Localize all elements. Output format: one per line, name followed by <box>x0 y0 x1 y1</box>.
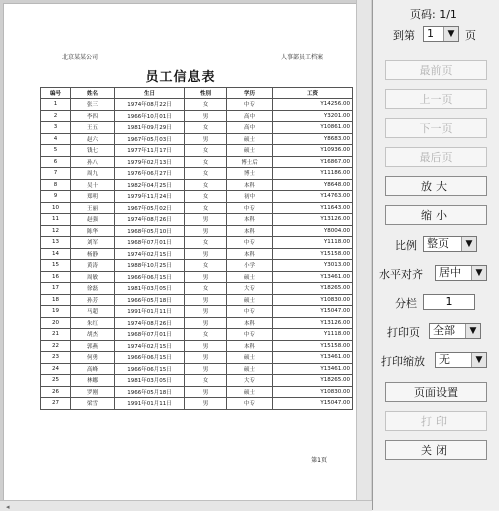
table-row <box>41 225 353 237</box>
table-cell: Y10830.00 <box>273 386 353 398</box>
table-cell: 男 <box>185 110 227 122</box>
table-cell: 1976年06月27日 <box>115 168 185 180</box>
next-page-button[interactable]: 下一页 <box>385 118 487 138</box>
table-cell: 男 <box>185 271 227 283</box>
table-cell: 本科 <box>227 214 273 226</box>
table-row <box>41 110 353 122</box>
table-cell: 27 <box>41 398 71 410</box>
goto-suffix: 页 <box>465 29 476 42</box>
table-cell: Y11186.00 <box>273 168 353 180</box>
table-cell: 张三 <box>71 99 115 111</box>
table-cell: Y15047.00 <box>273 306 353 318</box>
table-row <box>41 294 353 306</box>
table-cell: 黄涛 <box>71 260 115 272</box>
table-row <box>41 271 353 283</box>
table-row <box>41 317 353 329</box>
page-counter: 页码: 1/1 <box>410 8 457 21</box>
table-cell: 1974年08月26日 <box>115 214 185 226</box>
table-cell: 硕士 <box>227 294 273 306</box>
table-cell: Y3201.00 <box>273 110 353 122</box>
vertical-scrollbar[interactable] <box>356 0 371 500</box>
table-cell: 1966年06月15日 <box>115 271 185 283</box>
table-cell: 何勇 <box>71 352 115 364</box>
table-cell: 本科 <box>227 179 273 191</box>
table-cell: 13 <box>41 237 71 249</box>
table-cell: 高峰 <box>71 363 115 375</box>
table-row <box>41 340 353 352</box>
table-cell: 1981年03月05日 <box>115 375 185 387</box>
columns-label: 分栏 <box>395 297 417 310</box>
table-cell: 中专 <box>227 202 273 214</box>
table-cell: 赵六 <box>71 133 115 145</box>
table-cell: Y10830.00 <box>273 294 353 306</box>
table-row <box>41 386 353 398</box>
table-cell: 9 <box>41 191 71 203</box>
table-cell: 5 <box>41 145 71 157</box>
table-cell: 郑明 <box>71 191 115 203</box>
table-cell: 徐磊 <box>71 283 115 295</box>
table-cell: 女 <box>185 99 227 111</box>
table-cell: 赵强 <box>71 214 115 226</box>
table-cell: 男 <box>185 363 227 375</box>
table-cell: 硕士 <box>227 145 273 157</box>
table-cell: 1974年08月22日 <box>115 99 185 111</box>
department-name: 人事部员工档案 <box>280 54 323 61</box>
table-cell: Y10936.00 <box>273 145 353 157</box>
table-cell: Y10861.00 <box>273 122 353 134</box>
table-cell: 17 <box>41 283 71 295</box>
zoom-out-button[interactable]: 缩小 <box>385 205 487 225</box>
table-cell: 杨静 <box>71 248 115 260</box>
table-cell: Y13126.00 <box>273 214 353 226</box>
table-cell: 初中 <box>227 191 273 203</box>
table-cell: 男 <box>185 352 227 364</box>
table-row <box>41 145 353 157</box>
table-cell: 10 <box>41 202 71 214</box>
table-cell: 24 <box>41 363 71 375</box>
table-cell: Y13461.00 <box>273 352 353 364</box>
goto-page-select[interactable]: 1 ▼ <box>423 26 459 42</box>
column-header: 编号 <box>41 88 71 99</box>
table-row <box>41 398 353 410</box>
table-cell: 1988年10月25日 <box>115 260 185 272</box>
table-cell: 朱红 <box>71 317 115 329</box>
scroll-left-icon[interactable]: ◂ <box>6 503 10 511</box>
table-cell: 本科 <box>227 248 273 260</box>
table-row <box>41 99 353 111</box>
table-cell: 周敏 <box>71 271 115 283</box>
table-cell: 本科 <box>227 340 273 352</box>
control-panel <box>372 0 499 510</box>
table-row <box>41 202 353 214</box>
columns-input[interactable]: 1 <box>423 294 475 310</box>
table-cell: 刘军 <box>71 237 115 249</box>
table-row <box>41 248 353 260</box>
table-cell: 大专 <box>227 283 273 295</box>
table-cell: 14 <box>41 248 71 260</box>
table-cell: 1967年05月02日 <box>115 202 185 214</box>
table-cell: 女 <box>185 191 227 203</box>
halign-select[interactable]: 居中 ▼ <box>435 265 487 281</box>
table-row <box>41 237 353 249</box>
table-cell: 硕士 <box>227 352 273 364</box>
table-cell: 3 <box>41 122 71 134</box>
table-cell: 1966年10月01日 <box>115 110 185 122</box>
page-title: 员工信息表 <box>145 70 216 85</box>
table-cell: 女 <box>185 145 227 157</box>
table-cell: Y15047.00 <box>273 398 353 410</box>
table-cell: Y8683.00 <box>273 133 353 145</box>
table-cell: 男 <box>185 398 227 410</box>
table-row <box>41 329 353 341</box>
table-cell: Y15158.00 <box>273 340 353 352</box>
table-cell: Y18265.00 <box>273 283 353 295</box>
table-cell: 马超 <box>71 306 115 318</box>
table-cell: Y16867.00 <box>273 156 353 168</box>
table-cell: 1979年11月24日 <box>115 191 185 203</box>
table-cell: 男 <box>185 340 227 352</box>
table-cell: 王五 <box>71 122 115 134</box>
horizontal-scrollbar[interactable] <box>0 500 372 511</box>
table-cell: 大专 <box>227 375 273 387</box>
table-cell: 男 <box>185 214 227 226</box>
ratio-select[interactable]: 整页 ▼ <box>423 236 477 252</box>
table-cell: 男 <box>185 294 227 306</box>
table-cell: 22 <box>41 340 71 352</box>
table-cell: 中专 <box>227 329 273 341</box>
table-row <box>41 363 353 375</box>
table-row <box>41 306 353 318</box>
table-cell: 女 <box>185 202 227 214</box>
table-cell: 1966年05月18日 <box>115 386 185 398</box>
table-cell: 1981年03月05日 <box>115 283 185 295</box>
goto-label: 到第 <box>393 29 415 42</box>
print-scale-select[interactable]: 无 ▼ <box>435 352 487 368</box>
table-cell: Y3013.00 <box>273 260 353 272</box>
table-cell: 林娜 <box>71 375 115 387</box>
table-cell: 钱七 <box>71 145 115 157</box>
zoom-in-button[interactable]: 放大 <box>385 176 487 196</box>
table-cell: 郭燕 <box>71 340 115 352</box>
table-cell: 周九 <box>71 168 115 180</box>
table-cell: 1977年11月17日 <box>115 145 185 157</box>
company-name: 北京某某公司 <box>62 54 99 61</box>
table-cell: Y18265.00 <box>273 375 353 387</box>
table-cell: 女 <box>185 375 227 387</box>
ratio-label: 比例 <box>395 239 417 252</box>
table-cell: Y11643.00 <box>273 202 353 214</box>
table-cell: 男 <box>185 133 227 145</box>
table-cell: 男 <box>185 386 227 398</box>
page-setup-button[interactable]: 页面设置 <box>385 382 487 402</box>
table-cell: 孙八 <box>71 156 115 168</box>
table-cell: 陈华 <box>71 225 115 237</box>
table-cell: 1979年02月13日 <box>115 156 185 168</box>
table-cell: Y14763.00 <box>273 191 353 203</box>
table-cell: 16 <box>41 271 71 283</box>
table-row <box>41 375 353 387</box>
table-row <box>41 191 353 203</box>
table-cell: 1991年01月11日 <box>115 306 185 318</box>
table-cell: 中专 <box>227 398 273 410</box>
table-cell: 1991年01月11日 <box>115 398 185 410</box>
table-cell: 1 <box>41 99 71 111</box>
table-cell: Y13126.00 <box>273 317 353 329</box>
table-row <box>41 156 353 168</box>
table-cell: 1974年02月15日 <box>115 340 185 352</box>
table-cell: 硕士 <box>227 386 273 398</box>
table-cell: 女 <box>185 156 227 168</box>
table-cell: Y15158.00 <box>273 248 353 260</box>
table-cell: Y8648.00 <box>273 179 353 191</box>
table-cell: 中专 <box>227 99 273 111</box>
table-cell: 11 <box>41 214 71 226</box>
halign-label: 水平对齐 <box>379 268 423 281</box>
table-cell: 硕士 <box>227 133 273 145</box>
table-cell: 高中 <box>227 110 273 122</box>
table-cell: 8 <box>41 179 71 191</box>
table-cell: 博士后 <box>227 156 273 168</box>
paper-page <box>3 3 358 501</box>
table-cell: 罗刚 <box>71 386 115 398</box>
table-cell: 1966年06月15日 <box>115 363 185 375</box>
print-pages-label: 打印页 <box>387 326 420 339</box>
table-cell: 本科 <box>227 225 273 237</box>
chevron-down-icon[interactable]: ▼ <box>471 266 486 280</box>
chevron-down-icon[interactable]: ▼ <box>465 324 480 338</box>
table-cell: 中专 <box>227 306 273 318</box>
table-cell: 男 <box>185 248 227 260</box>
table-cell: Y14256.00 <box>273 99 353 111</box>
table-cell: 女 <box>185 179 227 191</box>
table-row <box>41 352 353 364</box>
table-cell: 高中 <box>227 122 273 134</box>
table-cell: 男 <box>185 317 227 329</box>
print-scale-label: 打印缩放 <box>381 355 425 368</box>
table-row <box>41 168 353 180</box>
employee-table <box>40 87 353 410</box>
table-cell: 1966年06月15日 <box>115 352 185 364</box>
table-cell: 女 <box>185 122 227 134</box>
column-header: 学历 <box>227 88 273 99</box>
table-cell: Y13461.00 <box>273 363 353 375</box>
table-cell: 1982年04月25日 <box>115 179 185 191</box>
chevron-down-icon[interactable]: ▼ <box>471 353 486 367</box>
page-footer: 第1页 <box>311 457 327 464</box>
table-cell: 23 <box>41 352 71 364</box>
table-row <box>41 283 353 295</box>
column-header: 姓名 <box>71 88 115 99</box>
table-cell: 王丽 <box>71 202 115 214</box>
table-cell: 1968年07月01日 <box>115 237 185 249</box>
table-row <box>41 260 353 272</box>
last-page-button[interactable]: 最后页 <box>385 147 487 167</box>
prev-page-button[interactable]: 上一页 <box>385 89 487 109</box>
table-cell: Y13461.00 <box>273 271 353 283</box>
table-cell: 女 <box>185 283 227 295</box>
table-cell: 本科 <box>227 317 273 329</box>
table-cell: 1966年05月18日 <box>115 294 185 306</box>
table-cell: 梁雪 <box>71 398 115 410</box>
table-cell: Y1118.00 <box>273 237 353 249</box>
chevron-down-icon[interactable]: ▼ <box>461 237 476 251</box>
table-cell: Y8004.00 <box>273 225 353 237</box>
table-cell: Y1118.00 <box>273 329 353 341</box>
table-cell: 硕士 <box>227 271 273 283</box>
table-header-row <box>41 88 353 99</box>
table-cell: 李四 <box>71 110 115 122</box>
table-cell: 4 <box>41 133 71 145</box>
table-cell: 12 <box>41 225 71 237</box>
table-cell: 6 <box>41 156 71 168</box>
column-header: 工资 <box>273 88 353 99</box>
table-cell: 男 <box>185 225 227 237</box>
table-cell: 胡杰 <box>71 329 115 341</box>
close-button[interactable]: 关闭 <box>385 440 487 460</box>
table-cell: 男 <box>185 306 227 318</box>
table-cell: 1981年09月29日 <box>115 122 185 134</box>
table-cell: 中专 <box>227 237 273 249</box>
table-cell: 1974年08月26日 <box>115 317 185 329</box>
column-header: 性别 <box>185 88 227 99</box>
table-cell: 吴十 <box>71 179 115 191</box>
table-cell: 1974年02月15日 <box>115 248 185 260</box>
table-cell: 21 <box>41 329 71 341</box>
table-cell: 女 <box>185 329 227 341</box>
table-cell: 1968年05月10日 <box>115 225 185 237</box>
table-row <box>41 179 353 191</box>
table-cell: 1968年07月01日 <box>115 329 185 341</box>
table-cell: 15 <box>41 260 71 272</box>
table-cell: 7 <box>41 168 71 180</box>
table-cell: 孙芳 <box>71 294 115 306</box>
chevron-down-icon[interactable]: ▼ <box>443 27 458 41</box>
table-cell: 19 <box>41 306 71 318</box>
column-header: 生日 <box>115 88 185 99</box>
table-row <box>41 122 353 134</box>
first-page-button[interactable]: 最前页 <box>385 60 487 80</box>
table-cell: 20 <box>41 317 71 329</box>
table-cell: 女 <box>185 260 227 272</box>
table-cell: 1967年05月03日 <box>115 133 185 145</box>
table-cell: 2 <box>41 110 71 122</box>
table-row <box>41 133 353 145</box>
table-cell: 18 <box>41 294 71 306</box>
print-button[interactable]: 打印 <box>385 411 487 431</box>
table-row <box>41 214 353 226</box>
table-cell: 小学 <box>227 260 273 272</box>
table-cell: 硕士 <box>227 363 273 375</box>
table-cell: 26 <box>41 386 71 398</box>
print-pages-select[interactable]: 全部 ▼ <box>429 323 481 339</box>
table-cell: 博士 <box>227 168 273 180</box>
table-cell: 女 <box>185 168 227 180</box>
table-cell: 25 <box>41 375 71 387</box>
table-cell: 女 <box>185 237 227 249</box>
